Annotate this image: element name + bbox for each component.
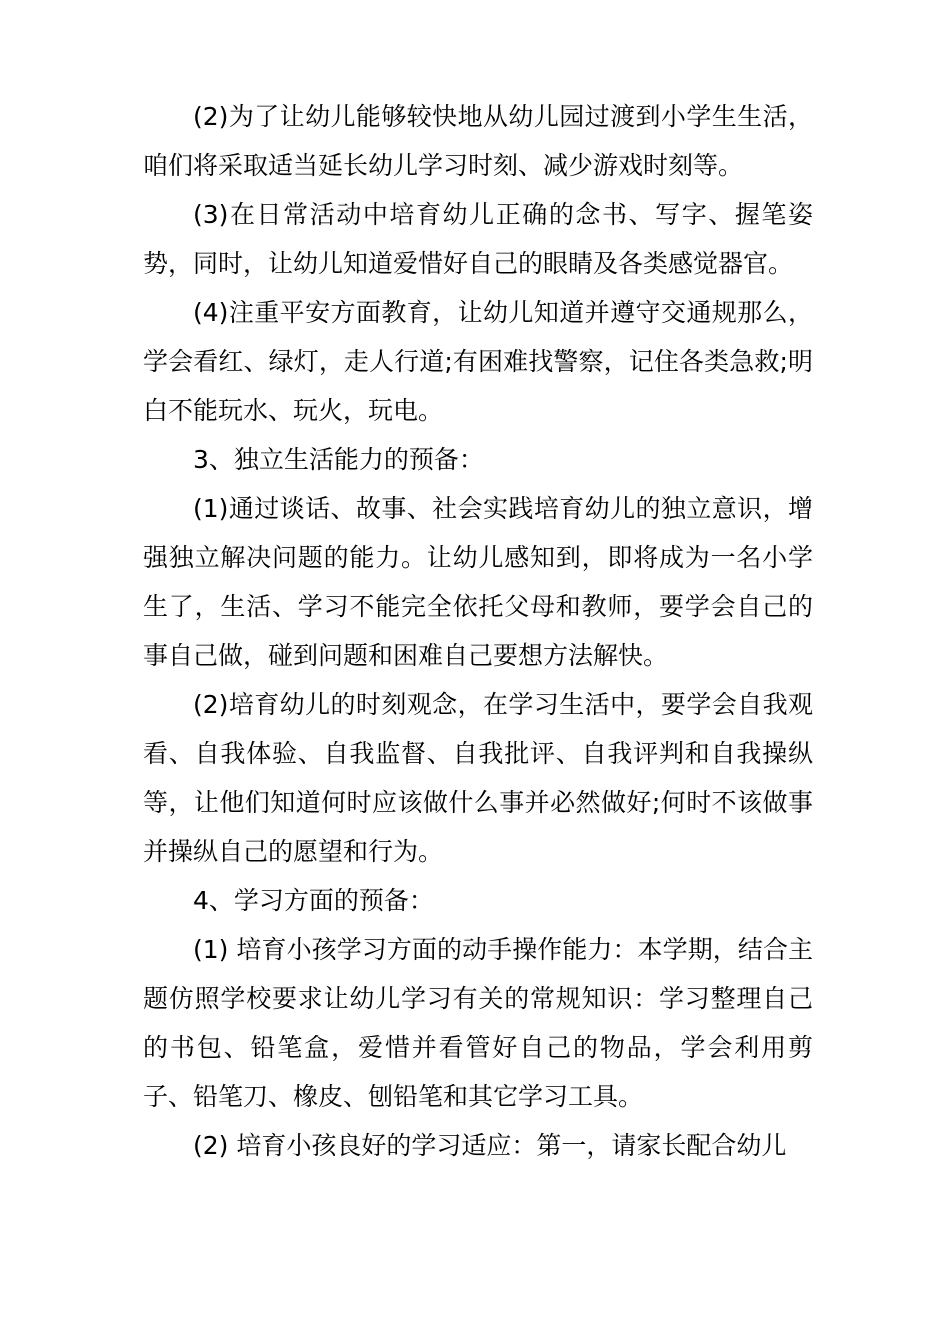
- paragraph-6: (1) 培育小孩学习方面的动手操作能力：本学期，结合主题仿照学校要求让幼儿学习有关的常规知识：学习整理自己的书包、铅笔盒，爱惜并看管好自己的物品，学会利用剪子、铅笔刀、橡皮、刨铅笔和其它学习工具。: [143, 935, 813, 1111]
- document-body: [143, 92, 813, 1170]
- paragraph-3: (4)注重平安方面教育，让幼儿知道并遵守交通规那么，学会看红、绿灯，走人行道;有困难找警察，记住各类急救;明白不能玩水、玩火，玩电。: [143, 298, 813, 425]
- paragraph-5: (2)培育幼儿的时刻观念，在学习生活中，要学会自我观看、自我体验、自我监督、自我批评、自我评判和自我操纵等，让他们知道何时应该做什么事并必然做好;何时不该做事并操纵自己的愿望和行为。: [143, 690, 813, 866]
- section-heading-3: 3、独立生活能力的预备：: [193, 445, 484, 474]
- paragraph-7: (2) 培育小孩良好的学习适应：第一，请家长配合幼儿: [193, 1131, 787, 1160]
- paragraph-4: (1)通过谈话、故事、社会实践培育幼儿的独立意识，增强独立解决问题的能力。让幼儿感知到，即将成为一名小学生了，生活、学习不能完全依托父母和教师，要学会自己的事自己做，碰到问题和困难自己要想方法解快。: [143, 494, 813, 670]
- section-heading-4: 4、学习方面的预备：: [193, 886, 434, 915]
- paragraph-1: (2)为了让幼儿能够较快地从幼儿园过渡到小学生生活，咱们将采取适当延长幼儿学习时刻、减少游戏时刻等。: [143, 102, 813, 180]
- paragraph-2: (3)在日常活动中培育幼儿正确的念书、写字、握笔姿势，同时，让幼儿知道爱惜好自己的眼睛及各类感觉器官。: [143, 200, 813, 278]
